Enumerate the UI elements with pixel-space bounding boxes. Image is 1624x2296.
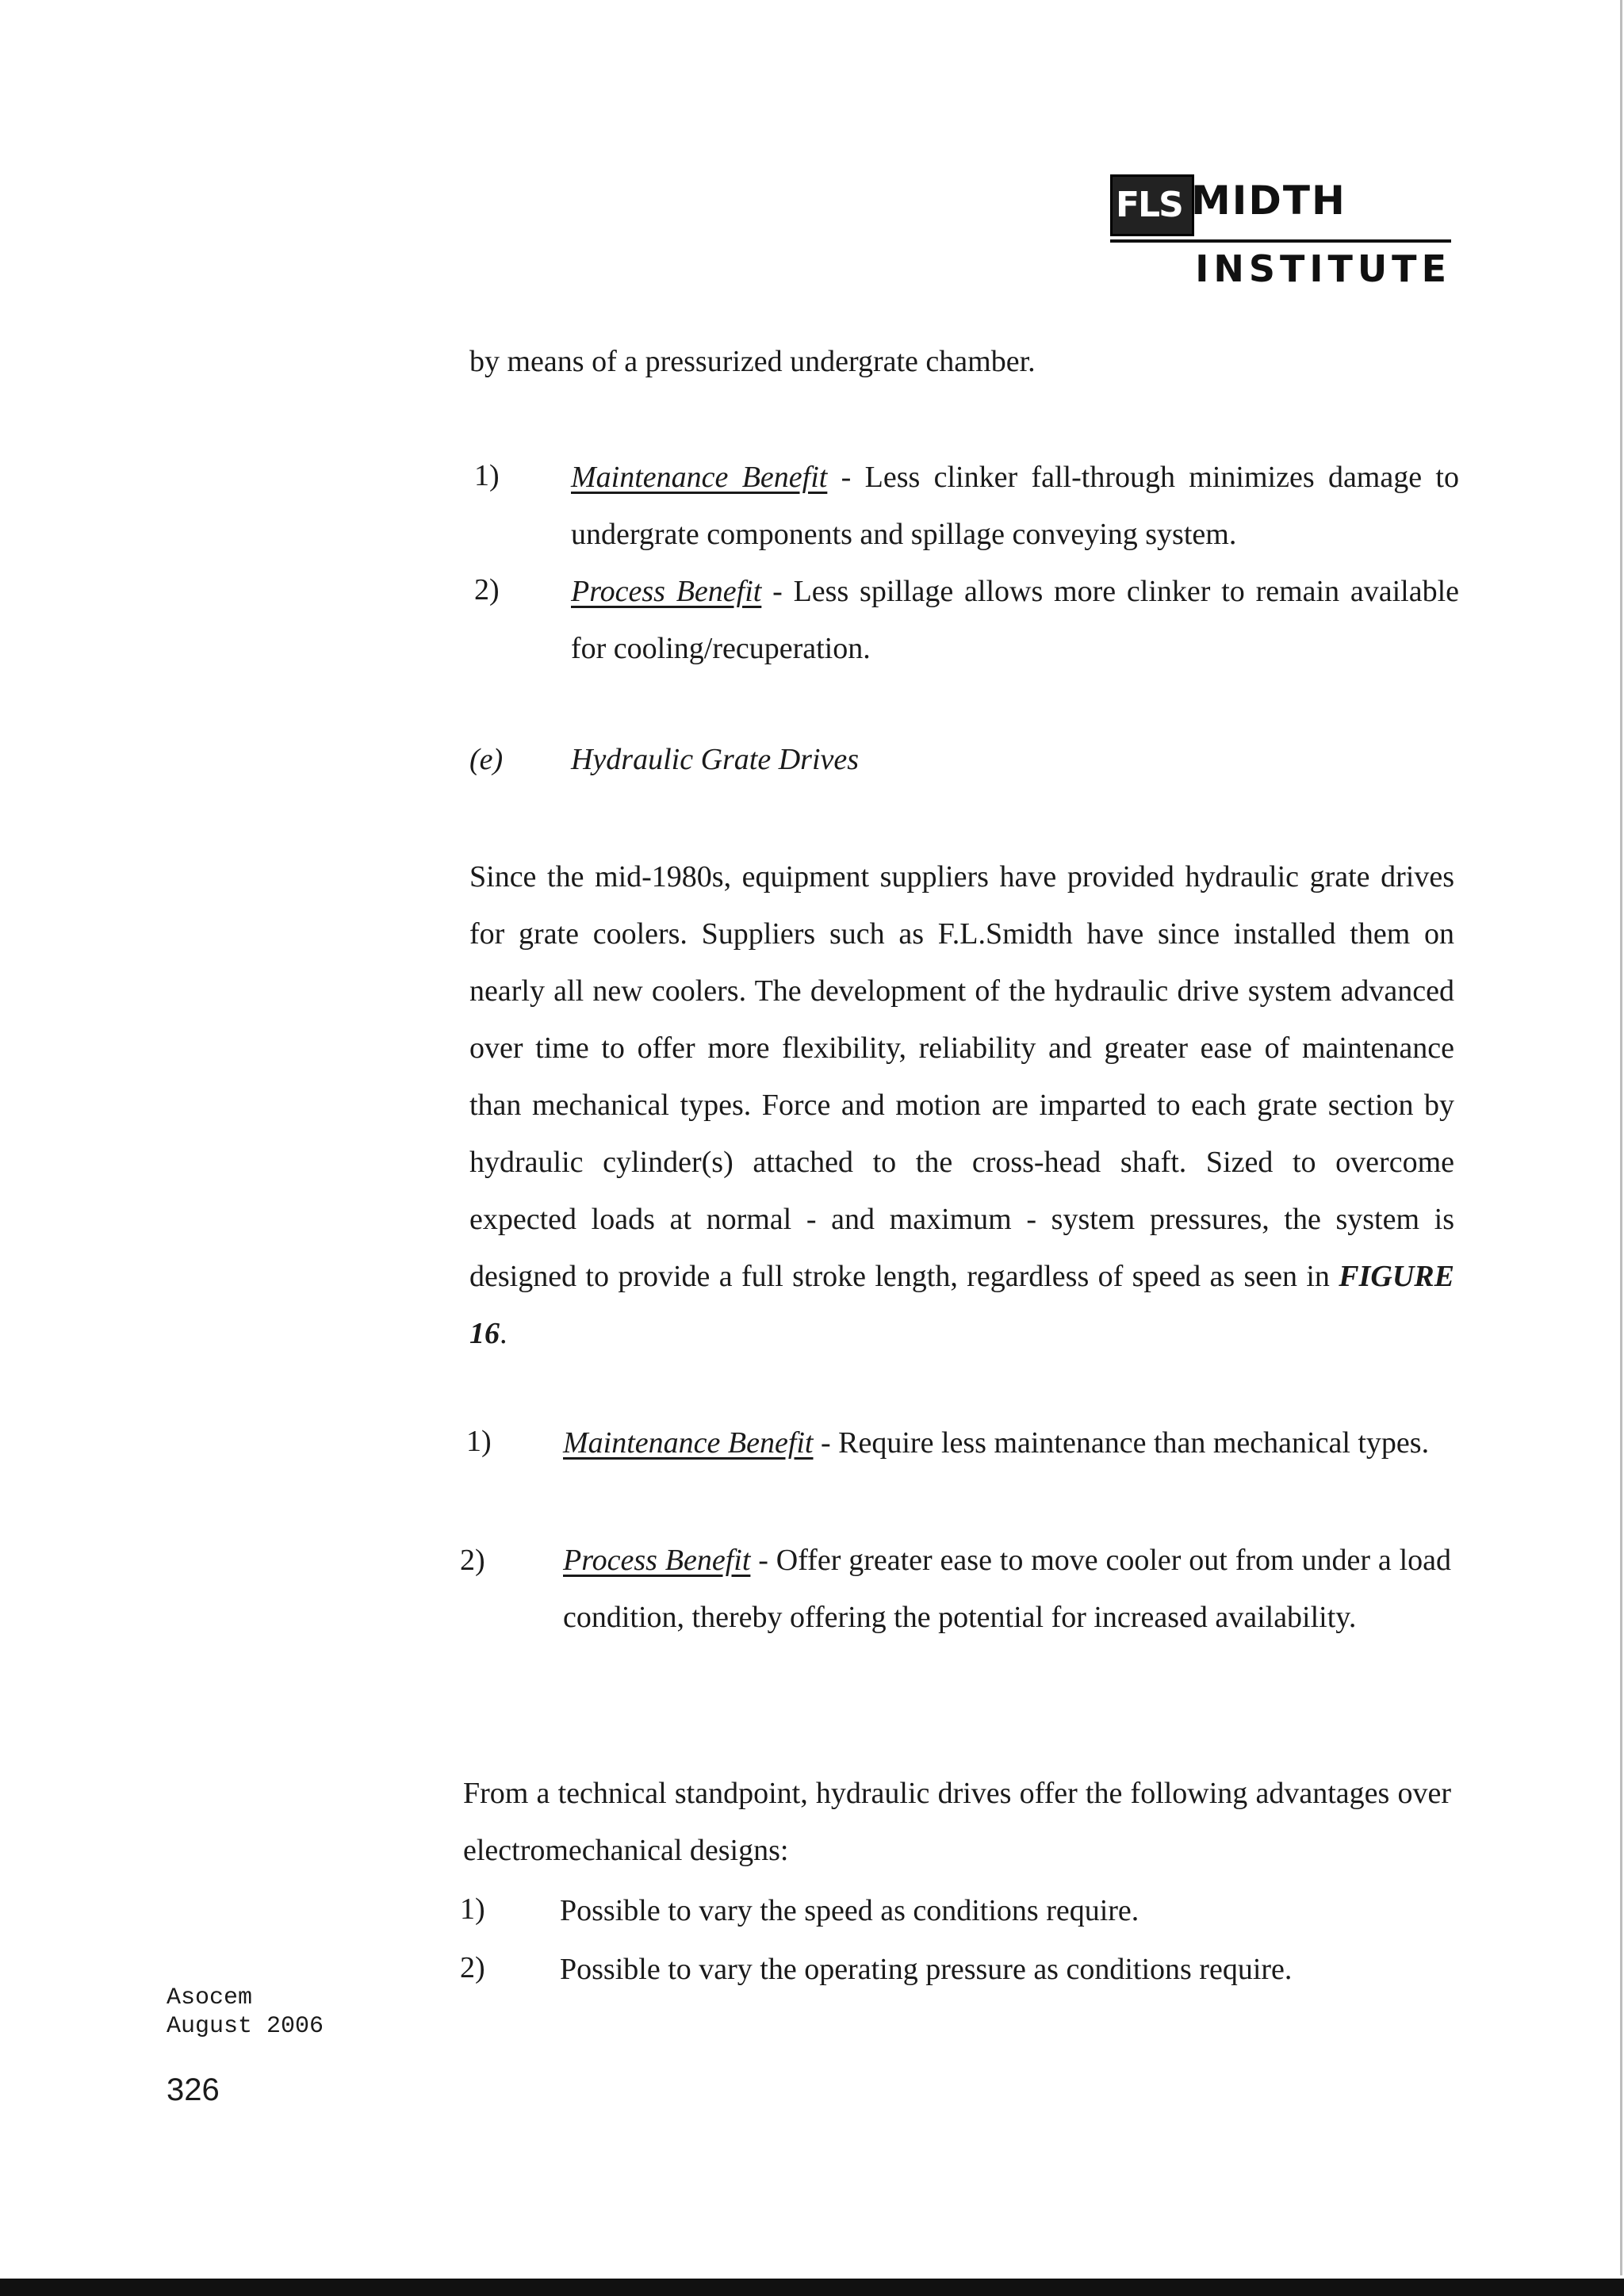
footer-org: Asocem	[167, 1984, 253, 2011]
list1-item1-body: - Less clinker fall-through minimizes damage to undergrate components and spillage conveying system.	[571, 461, 1459, 551]
intro-line: by means of a pressurized undergrate chamber.	[469, 345, 1036, 378]
list2-item1-text	[563, 1414, 1451, 1471]
body-paragraph	[469, 848, 1454, 1362]
list1-item2-text	[571, 563, 1459, 677]
section-number: (e)	[469, 743, 504, 776]
list1-item2-label: Process Benefit	[571, 575, 762, 608]
list3-item2-text: Possible to vary the operating pressure as conditions require.	[560, 1953, 1293, 1986]
logo-subtitle: INSTITUTE	[1195, 247, 1451, 290]
list3-item1-number: 1)	[460, 1892, 485, 1926]
page-edge	[1620, 0, 1622, 2275]
list2-item2-body: - Offer greater ease to move cooler out from under a load condition, thereby offering the potential for increased availability.	[563, 1544, 1451, 1634]
list1-item2-body: - Less spillage allows more clinker to remain available for cooling/recuperation.	[571, 575, 1460, 665]
footer-date: August 2006	[167, 2013, 324, 2040]
logo-name: MIDTH	[1191, 178, 1346, 224]
logo-emblem	[1110, 174, 1194, 236]
list2-item2-number: 2)	[460, 1544, 485, 1577]
figure-reference: FIGURE 16	[469, 1260, 1454, 1350]
list1-item2-number: 2)	[474, 573, 500, 607]
scan-bottom-bar	[0, 2279, 1624, 2296]
section-title: Hydraulic Grate Drives	[571, 743, 860, 776]
list1-item1-label: Maintenance Benefit	[571, 461, 828, 494]
list1-item1-text	[571, 449, 1459, 563]
paragraph-text: Since the mid-1980s, equipment suppliers have provided hydraulic grate drives for grate coolers. Suppliers such as F.L.Smidth have since installed them on nearly all new coolers. The development of the hydraulic drive system advanced over time to offer more flexibility, reliability and greater ease of maintenance than mechanical types. Force and motion are imparted to each grate section by hydraulic cylinder(s) attached to the cross-head shaft. Sized to overcome expected loads at normal - and maximum - system pressures, the system is designed to provide a full stroke length, regardless of speed as seen in	[469, 860, 1454, 1293]
paragraph-end: .	[500, 1317, 508, 1350]
page-number: 326	[167, 2072, 220, 2107]
list2-item2-label: Process Benefit	[563, 1544, 751, 1577]
list2-item1-body: - Require less maintenance than mechanical types.	[813, 1426, 1430, 1460]
advantages-intro: From a technical standpoint, hydraulic drives offer the following advantages over electromechanical designs:	[463, 1777, 1451, 1867]
flsmidth-institute-logo	[1110, 174, 1451, 290]
list2-item1-label: Maintenance Benefit	[563, 1426, 814, 1460]
list2-item1-number: 1)	[466, 1425, 492, 1458]
logo-emblem-text: FLS	[1116, 185, 1182, 225]
list1-item1-number: 1)	[474, 459, 500, 492]
list3-item2-number: 2)	[460, 1951, 485, 1984]
list3-item1-text: Possible to vary the speed as conditions require.	[560, 1894, 1139, 1927]
list2-item2-text	[563, 1532, 1451, 1646]
logo-rule	[1110, 239, 1451, 243]
